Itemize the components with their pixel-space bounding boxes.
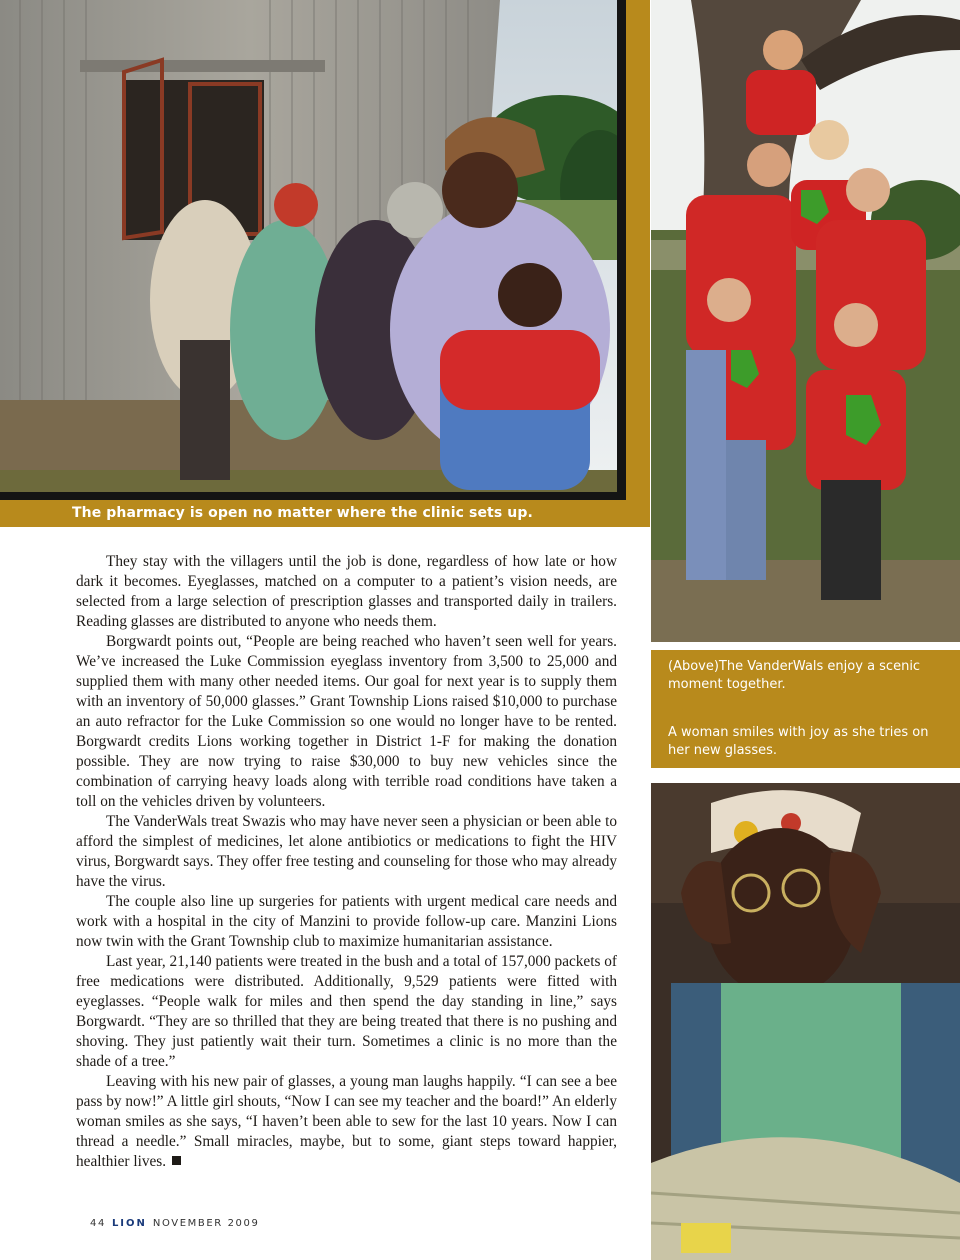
pharmacy-caption: The pharmacy is open no matter where the clinic sets up. (0, 500, 650, 527)
article-paragraph: Borgwardt points out, “People are being reached who haven’t seen well for years. We’ve increased the Luke Commission eyeglass inventory from 3,500 to 25,000 and supplied them with many other needed items. Our goal for next year is to supply them with an inventory of 50,000 glasses.” Grant Township Lions raised $10,000 to purchase an auto refractor for the Luke Commission so one would no longer have to be rented. Borgwardt credits Lions working together in District 1-F for making the donation possible. They are now trying to raise $30,000 to buy new vehicles since the combination of carrying heavy loads along with terrible road conditions have taken a toll on the vehicles driven by volunteers. (76, 633, 617, 810)
side-caption-box (651, 650, 960, 768)
page-number: 44 (90, 1218, 106, 1229)
article-paragraph: The couple also line up surgeries for patients with urgent medical care needs and work with a hospital in the city of Manzini to provide follow-up care. Manzini Lions now twin with the Grant Township club to maximize humanitarian assistance. (76, 893, 617, 950)
end-of-article-square-icon (172, 1156, 181, 1165)
article-paragraph: The VanderWals treat Swazis who may have never seen a physician or been able to afford the simplest of medicines, let alone antibiotics or medications to fight the HIV virus, Borgwardt says. They offer free testing and counseling for those who may already have the virus. (76, 813, 617, 890)
woman-caption: A woman smiles with joy as she tries on her new glasses. (668, 725, 929, 758)
family-photo (651, 0, 960, 642)
article-last-paragraph-text: Leaving with his new pair of glasses, a young man laughs happily. “I can see a bee pass by now!” A little girl shouts, “Now I can see my teacher and the board!” An elderly woman smiles as she says, “I haven’t been able to sew for the last 10 years. Now I can thread a needle.” Small miracles, maybe, but to some, giant steps toward happier, healthier lives. (76, 1073, 617, 1170)
article-paragraph: They stay with the villagers until the job is done, regardless of how late or how dark it becomes. Eyeglasses, matched on a computer to a patient’s vision needs, are selected from a large selection of prescription glasses and transported daily in trailers. Reading glasses are distributed to anyone who needs them. (76, 553, 617, 630)
woman-glasses-photo (651, 783, 960, 1260)
article-paragraph: Last year, 21,140 patients were treated in the bush and a total of 157,000 packets of free medications were distributed. Additionally, 9,529 patients were fitted with eyeglasses. “People walk for miles and then spend the day standing in line,” says Borgwardt. “They are so thrilled that they are being treated that there is no pushing and shoving. They just patiently wait their turn. Sometimes a clinic is no more than the shade of a tree.” (76, 953, 617, 1070)
page-folio (90, 1218, 259, 1229)
gold-strip (626, 0, 650, 500)
article-paragraph (76, 1072, 617, 1172)
family-caption: (Above)The VanderWals enjoy a scenic moment together. (668, 659, 921, 692)
issue-date: NOVEMBER 2009 (152, 1218, 260, 1229)
article-body (76, 552, 617, 1172)
magazine-name: LION (111, 1218, 147, 1229)
pharmacy-photo (0, 0, 626, 500)
